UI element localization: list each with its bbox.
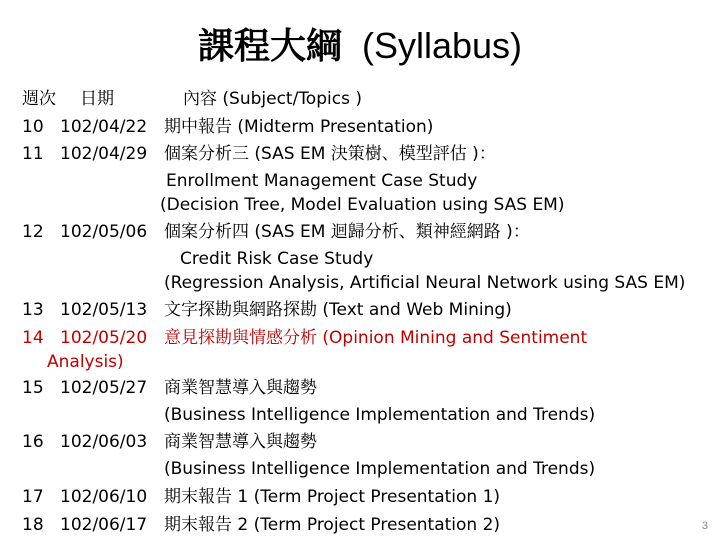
row-week-highlighted: 14 — [22, 328, 44, 348]
row-date: 102/06/10 — [60, 487, 148, 507]
row-week: 12 — [22, 222, 44, 242]
row-topic: 期末報告 1 (Term Project Presentation 1) — [164, 487, 501, 507]
title-zh: 課程大綱 — [197, 26, 342, 67]
row-topic: 商業智慧導入與趨勢 — [164, 432, 317, 452]
row-topic-highlighted: 意見探勘與情感分析 (Opinion Mining and Sentiment — [164, 328, 588, 348]
row-topic: 期中報告 (Midterm Presentation) — [164, 117, 434, 137]
row-week: 11 — [22, 144, 44, 164]
row-subtopic: (Decision Tree, Model Evaluation using SAS EM) — [160, 195, 565, 215]
row-week: 10 — [22, 117, 44, 137]
header-date: 日期 — [80, 89, 114, 109]
row-topic: 期末報告 2 (Term Project Presentation 2) — [164, 515, 501, 535]
row-date-highlighted: 102/05/20 — [60, 328, 148, 348]
row-date: 102/05/06 — [60, 222, 148, 242]
row-subtopic: Enrollment Management Case Study — [166, 171, 478, 191]
row-date: 102/05/27 — [60, 378, 148, 398]
row-date: 102/04/29 — [60, 144, 148, 164]
row-topic: 個案分析四 (SAS EM 迴歸分析、類神經網路 )： — [164, 222, 530, 242]
row-date: 102/05/13 — [60, 300, 148, 320]
row-subtopic: Credit Risk Case Study — [180, 249, 374, 269]
row-date: 102/06/03 — [60, 432, 148, 452]
row-subtopic: (Business Intelligence Implementation and Trends) — [164, 405, 596, 425]
row-topic: 文字探勘與網路探勘 (Text and Web Mining) — [164, 300, 512, 320]
row-date: 102/06/17 — [60, 515, 148, 535]
row-topic: 商業智慧導入與趨勢 — [164, 378, 317, 398]
row-subtopic: (Business Intelligence Implementation and Trends) — [164, 459, 596, 479]
page-number: 3 — [701, 520, 708, 532]
row-topic: 個案分析三 (SAS EM 決策樹、模型評估 )： — [164, 144, 496, 164]
row-week: 17 — [22, 487, 44, 507]
header-content: 內容 (Subject/Topics ) — [183, 89, 362, 109]
row-date: 102/04/22 — [60, 117, 148, 137]
row-week: 18 — [22, 515, 44, 535]
row-week: 15 — [22, 378, 44, 398]
row-subtopic: (Regression Analysis, Artificial Neural Network using SAS EM) — [164, 273, 686, 293]
row-week: 13 — [22, 300, 44, 320]
header-week: 週次 — [22, 89, 56, 109]
title-en: (Syllabus) — [361, 25, 523, 66]
row-week: 16 — [22, 432, 44, 452]
row-topic-wrap: Analysis) — [47, 352, 124, 372]
